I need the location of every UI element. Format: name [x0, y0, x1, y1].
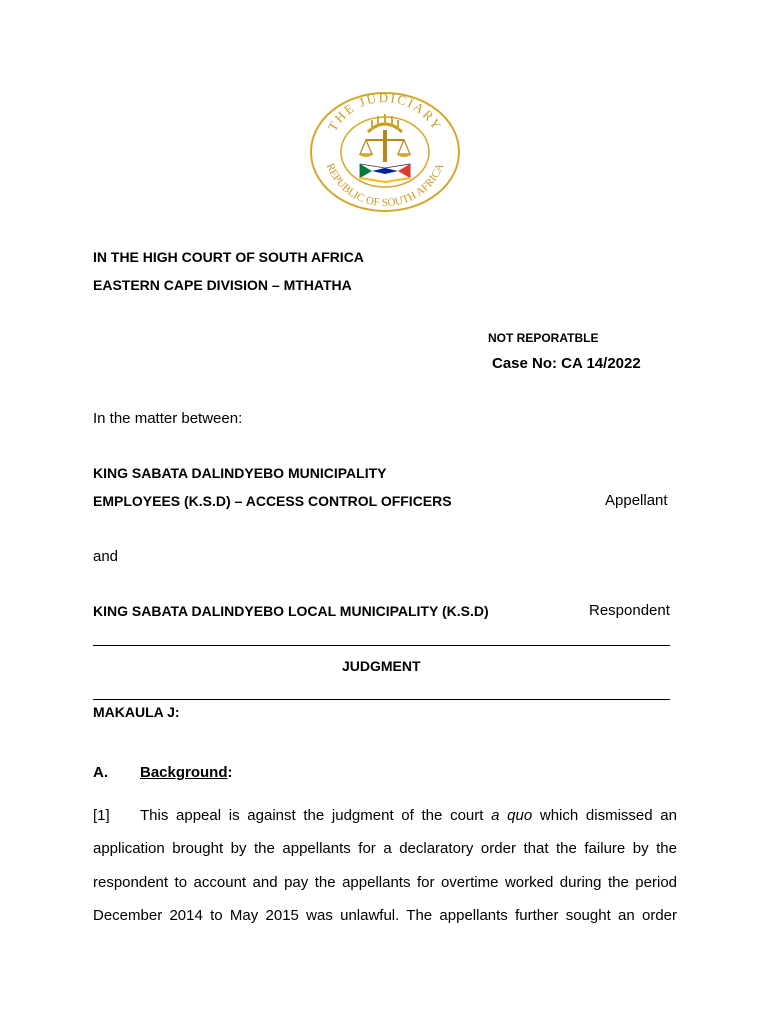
divider-top [93, 645, 670, 646]
flag-book-icon [360, 164, 410, 182]
section-title: Background [140, 764, 228, 781]
court-name: IN THE HIGH COURT OF SOUTH AFRICA [93, 249, 364, 265]
latin-term: a quo [491, 807, 533, 824]
judgment-heading: JUDGMENT [342, 658, 421, 674]
paragraph-line-4: December 2014 to May 2015 was unlawful. The appellants further sought an order [93, 907, 677, 924]
seal-bottom-text: REPUBLIC OF SOUTH AFRICA [323, 161, 447, 210]
judiciary-seal [308, 90, 462, 214]
paragraph-line-1-text-end: which dismissed an [532, 807, 677, 824]
paragraph-line-1 [140, 807, 677, 824]
divider-bottom [93, 699, 670, 700]
paragraph-line-2: application brought by the appellants for a declaratory order that the failure by the [93, 840, 677, 857]
report-status: NOT REPORATBLE [488, 331, 599, 345]
respondent-name: KING SABATA DALINDYEBO LOCAL MUNICIPALITY (K.S.D) [93, 603, 489, 619]
respondent-role: Respondent [589, 602, 670, 619]
judge-name: MAKAULA J: [93, 704, 180, 720]
conjunction-and: and [93, 548, 119, 565]
paragraph-line-1-text: This appeal is against the judgment of the court [140, 807, 492, 824]
scales-of-justice-icon [358, 114, 412, 162]
seal-top-text: THE JUDICIARY [324, 90, 446, 134]
court-division: EASTERN CAPE DIVISION – MTHATHA [93, 277, 352, 293]
case-number: Case No: CA 14/2022 [492, 355, 641, 372]
paragraph-number: [1] [93, 807, 110, 824]
section-number: A. [93, 764, 108, 781]
appellant-name-line1: KING SABATA DALINDYEBO MUNICIPALITY [93, 465, 387, 481]
seal-graphic [308, 90, 462, 214]
appellant-name-line2: EMPLOYEES (K.S.D) – ACCESS CONTROL OFFICERS [93, 493, 452, 509]
paragraph-line-3: respondent to account and pay the appellants for overtime worked during the period [93, 874, 677, 891]
section-heading [140, 764, 233, 781]
matter-intro: In the matter between: [93, 410, 243, 427]
section-colon: : [227, 764, 233, 781]
appellant-role: Appellant [605, 492, 668, 509]
